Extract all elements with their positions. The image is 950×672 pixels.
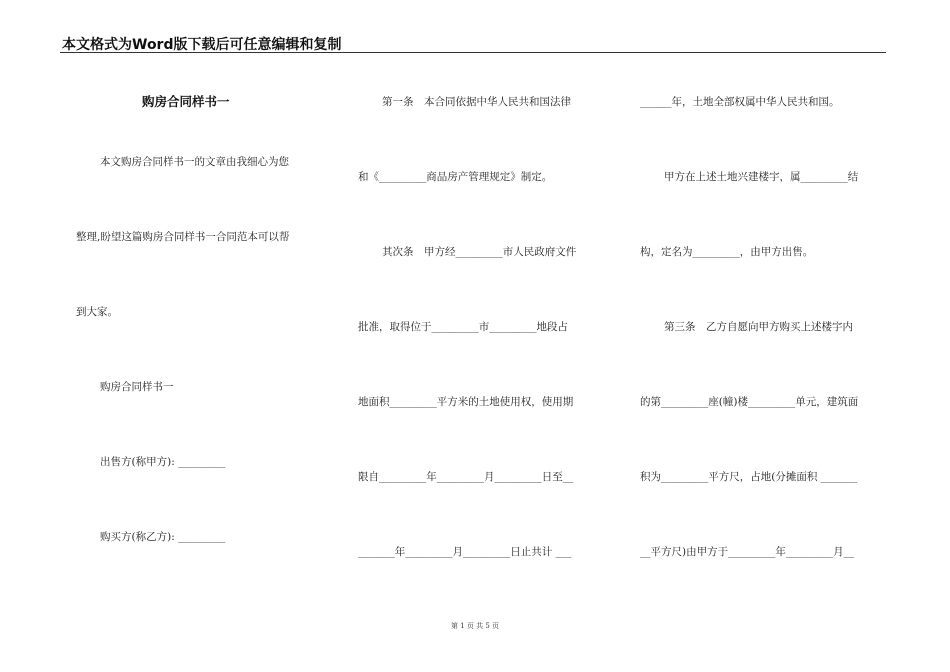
article-line: _______年_________月_________日止共计 ___: [358, 546, 572, 558]
article-line: 其次条 甲方经_________市人民政府文件: [382, 246, 577, 258]
article-line: 和《_________商品房产管理规定》制定。: [358, 171, 553, 183]
article-line: 构，定名为_________，由甲方出售。: [640, 246, 814, 258]
seller-line: 出售方(称甲方): _________: [100, 456, 226, 468]
article-line: 甲方在上述土地兴建楼宇，属_________结: [664, 171, 859, 183]
article-line: __平方尺)由甲方于_________年_________月__: [640, 546, 855, 558]
article-line: 的第_________座(幢)楼_________单元，建筑面: [640, 396, 859, 408]
header-divider: [60, 52, 886, 53]
article-line: 积为_________平方尺，占地(分摊面积 _______: [640, 471, 858, 483]
article-line: 第三条 乙方自愿向甲方购买上述楼宇内: [664, 321, 853, 333]
article-line: 批准，取得位于_________市_________地段占: [358, 321, 568, 333]
intro-line-1: 本文购房合同样书一的文章由我细心为您: [100, 156, 289, 168]
header-title: 本文格式为Word版下载后可任意编辑和复制: [62, 37, 342, 53]
intro-line-2: 整理,盼望这篇购房合同样书一合同范本可以帮: [76, 231, 290, 243]
article-line: 限自_________年_________月_________日至__: [358, 471, 574, 483]
buyer-line: 购买方(称乙方): _________: [100, 531, 226, 543]
document-title: 购房合同样书一: [142, 94, 230, 109]
article-line: 第一条 本合同依据中华人民共和国法律: [382, 96, 571, 108]
article-line: 地面积_________平方米的土地使用权，使用期: [358, 396, 574, 408]
contract-subtitle: 购房合同样书一: [100, 381, 174, 393]
page-number: 第 1 页 共 5 页: [450, 622, 500, 630]
intro-line-3: 到大家。: [76, 306, 118, 318]
article-line: ______年，土地全部权属中华人民共和国。: [640, 96, 840, 108]
